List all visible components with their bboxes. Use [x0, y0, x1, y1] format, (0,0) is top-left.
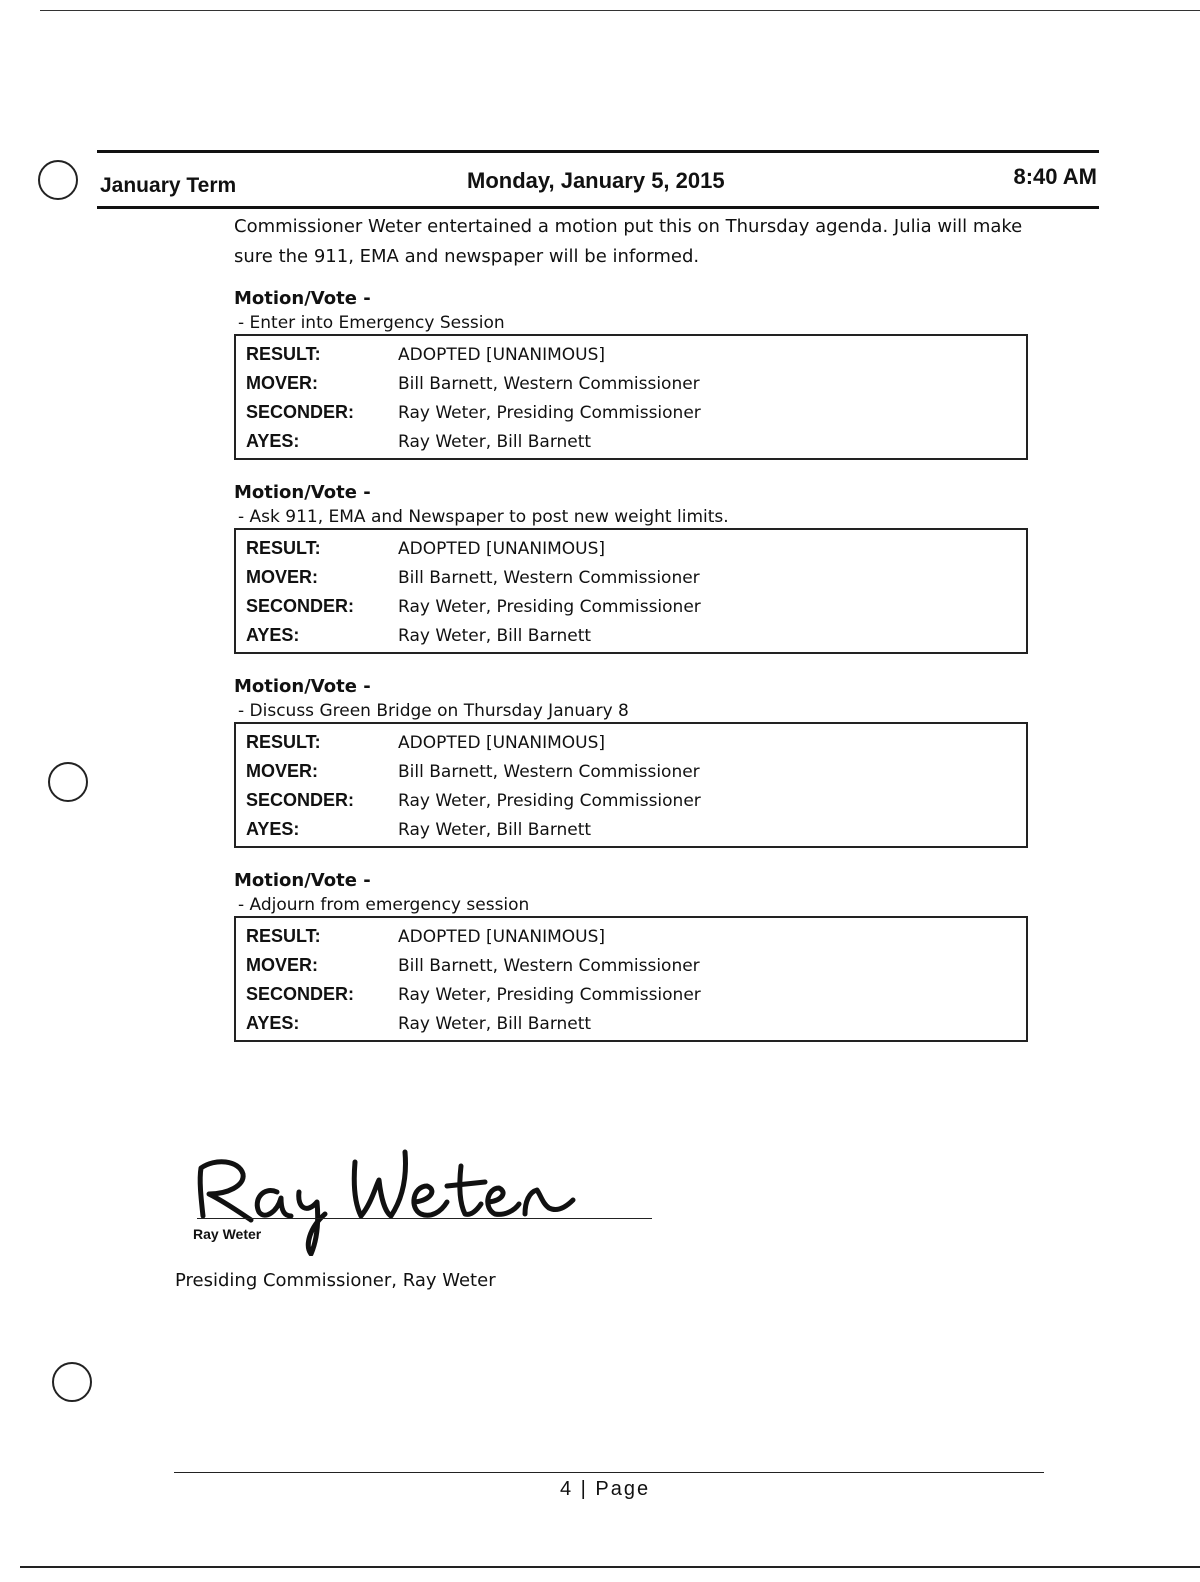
vote-row-ayes	[236, 815, 1026, 844]
vote-row-result	[236, 340, 1026, 369]
mover-value: Bill Barnett, Western Commissioner	[398, 955, 700, 976]
result-value: ADOPTED [UNANIMOUS]	[398, 732, 606, 753]
vote-row-ayes	[236, 427, 1026, 456]
vote-row-mover	[236, 563, 1026, 592]
minutes-content	[234, 212, 1034, 1062]
mover-label: MOVER:	[246, 567, 318, 587]
vote-row-result	[236, 922, 1026, 951]
motion-label: Motion/Vote -	[234, 870, 371, 891]
header-rule-bottom	[97, 206, 1099, 209]
seconder-value: Ray Weter, Presiding Commissioner	[398, 790, 701, 811]
ayes-value: Ray Weter, Bill Barnett	[398, 1013, 592, 1034]
intro-paragraph: Commissioner Weter entertained a motion put this on Thursday agenda. Julia will make sure the 911, EMA and newspaper will be informed.	[234, 216, 1023, 267]
vote-table	[234, 722, 1028, 848]
header-term: January Term	[100, 174, 237, 197]
vote-table	[234, 916, 1028, 1042]
result-label: RESULT:	[246, 926, 321, 946]
mover-label: MOVER:	[246, 761, 318, 781]
vote-row-ayes	[236, 1009, 1026, 1038]
result-value: ADOPTED [UNANIMOUS]	[398, 344, 606, 365]
seconder-value: Ray Weter, Presiding Commissioner	[398, 984, 701, 1005]
header-date: Monday, January 5, 2015	[467, 168, 725, 193]
vote-row-seconder	[236, 980, 1026, 1009]
ayes-value: Ray Weter, Bill Barnett	[398, 625, 592, 646]
motion-label: Motion/Vote -	[234, 288, 371, 309]
motion-description: - Ask 911, EMA and Newspaper to post new weight limits.	[238, 507, 729, 527]
seconder-label: SECONDER:	[246, 402, 355, 422]
seconder-value: Ray Weter, Presiding Commissioner	[398, 402, 701, 423]
vote-table	[234, 528, 1028, 654]
motion-block	[234, 868, 1034, 1042]
ayes-value: Ray Weter, Bill Barnett	[398, 431, 592, 452]
header-time: 8:40 AM	[1013, 164, 1097, 189]
motion-label: Motion/Vote -	[234, 482, 371, 503]
signature-block	[185, 1128, 655, 1256]
scan-bottom-edge	[20, 1566, 1200, 1568]
seconder-label: SECONDER:	[246, 596, 355, 616]
vote-row-seconder	[236, 398, 1026, 427]
motion-label: Motion/Vote -	[234, 676, 371, 697]
mover-value: Bill Barnett, Western Commissioner	[398, 567, 700, 588]
vote-row-seconder	[236, 786, 1026, 815]
result-value: ADOPTED [UNANIMOUS]	[398, 538, 606, 559]
page-number: 4 | Page	[560, 1478, 651, 1500]
vote-row-result	[236, 728, 1026, 757]
motion-block	[234, 480, 1034, 654]
page-header	[97, 150, 1099, 210]
punch-hole-icon	[38, 160, 78, 200]
ayes-value: Ray Weter, Bill Barnett	[398, 819, 592, 840]
vote-row-ayes	[236, 621, 1026, 650]
signatory-title: Presiding Commissioner, Ray Weter	[175, 1270, 496, 1291]
ayes-label: AYES:	[246, 1013, 300, 1033]
result-label: RESULT:	[246, 344, 321, 364]
vote-table	[234, 334, 1028, 460]
seconder-label: SECONDER:	[246, 790, 355, 810]
motion-description: - Enter into Emergency Session	[238, 313, 505, 333]
ayes-label: AYES:	[246, 431, 300, 451]
vote-row-result	[236, 534, 1026, 563]
vote-row-seconder	[236, 592, 1026, 621]
motion-block	[234, 674, 1034, 848]
signature-printed-name: Ray Weter	[193, 1226, 262, 1242]
punch-hole-icon	[48, 762, 88, 802]
header-rule-top	[97, 150, 1099, 153]
vote-row-mover	[236, 951, 1026, 980]
seconder-value: Ray Weter, Presiding Commissioner	[398, 596, 701, 617]
scan-top-edge	[40, 10, 1200, 11]
signature-line	[197, 1218, 652, 1219]
result-label: RESULT:	[246, 732, 321, 752]
motion-block	[234, 286, 1034, 460]
motion-description: - Adjourn from emergency session	[238, 895, 530, 915]
punch-hole-icon	[52, 1362, 92, 1402]
motion-description: - Discuss Green Bridge on Thursday January 8	[238, 701, 629, 721]
vote-row-mover	[236, 369, 1026, 398]
footer-rule	[174, 1472, 1044, 1473]
mover-value: Bill Barnett, Western Commissioner	[398, 373, 700, 394]
ayes-label: AYES:	[246, 625, 300, 645]
vote-row-mover	[236, 757, 1026, 786]
result-label: RESULT:	[246, 538, 321, 558]
mover-label: MOVER:	[246, 955, 318, 975]
seconder-label: SECONDER:	[246, 984, 355, 1004]
ayes-label: AYES:	[246, 819, 300, 839]
mover-value: Bill Barnett, Western Commissioner	[398, 761, 700, 782]
result-value: ADOPTED [UNANIMOUS]	[398, 926, 606, 947]
mover-label: MOVER:	[246, 373, 318, 393]
